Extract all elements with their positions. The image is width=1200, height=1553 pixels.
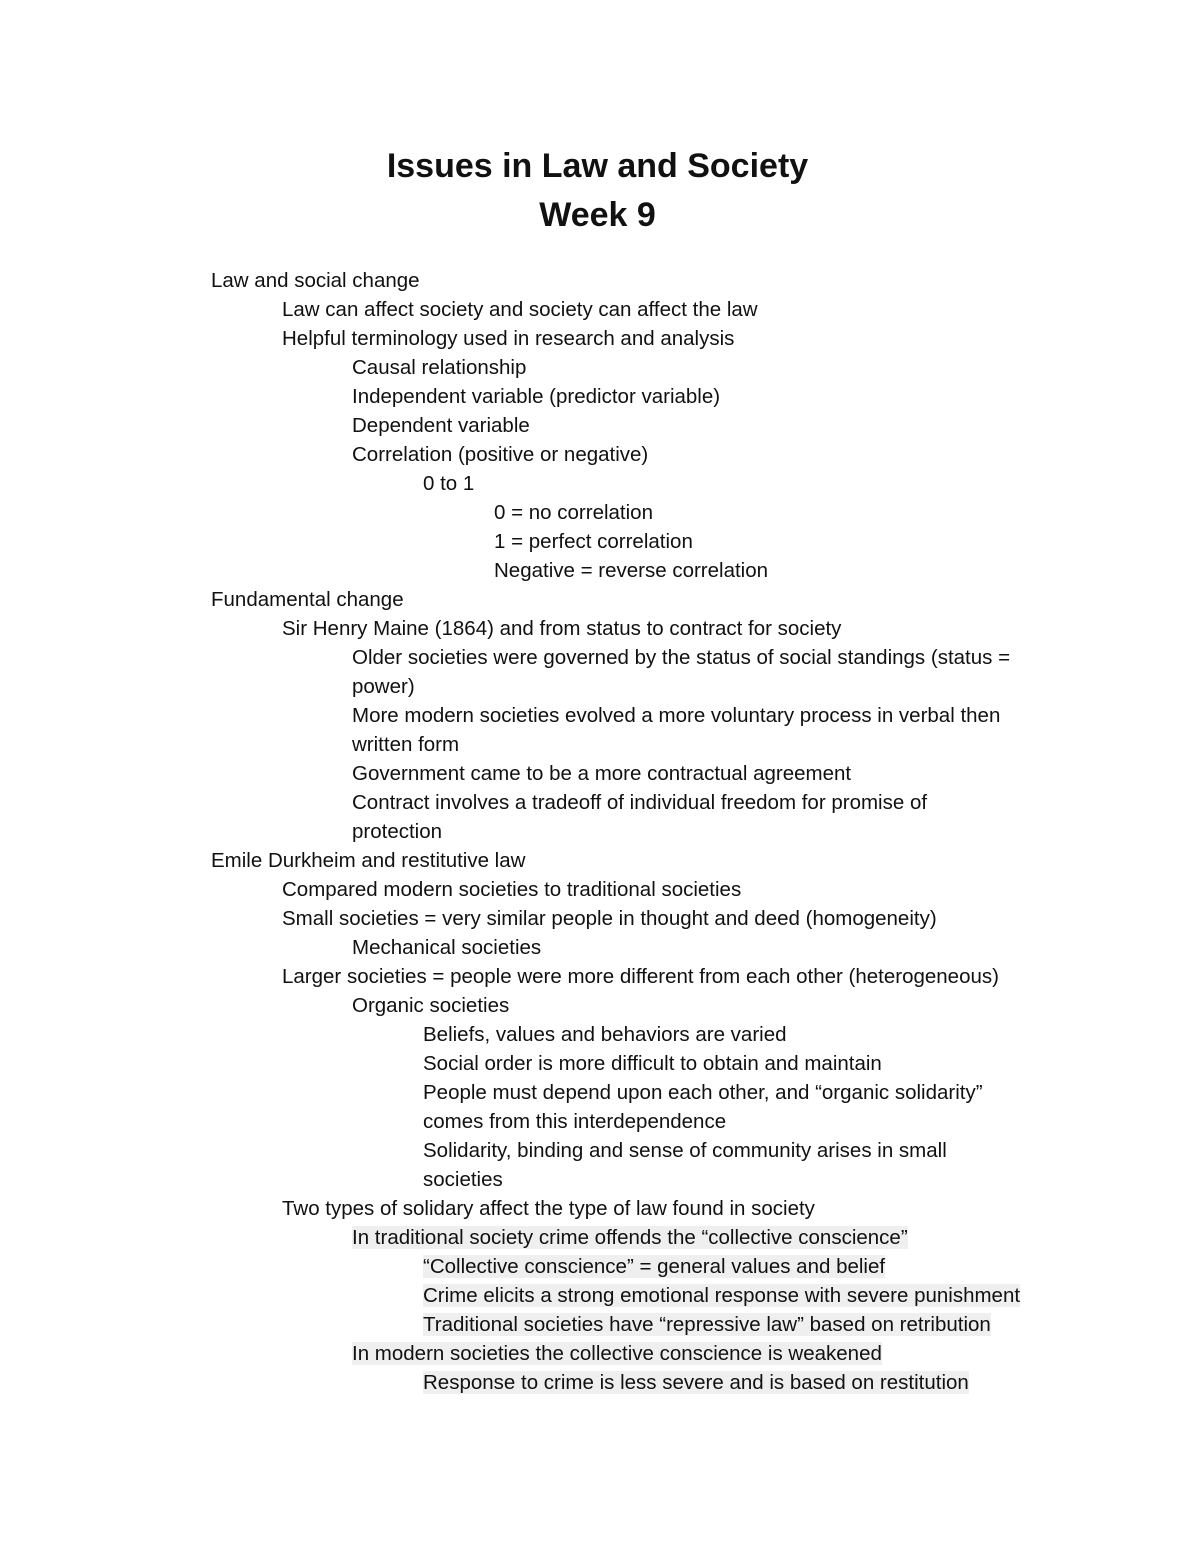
outline-item-text: “Collective conscience” = general values and belief	[423, 1255, 886, 1278]
outline-item-text: 0 to 1	[423, 472, 475, 495]
outline-item-text: Emile Durkheim and restitutive law	[211, 849, 526, 872]
outline-item-text: Negative = reverse correlation	[494, 559, 769, 582]
outline-item	[0, 1020, 1200, 1049]
outline-item-text: Larger societies = people were more different from each other (heterogeneous)	[282, 965, 999, 988]
outline-item	[0, 498, 1200, 527]
outline-item	[0, 411, 1200, 440]
outline-item-text: Causal relationship	[352, 356, 527, 379]
outline-item	[0, 1252, 1200, 1281]
outline-item-text: Law and social change	[211, 269, 420, 292]
outline-item-text: Two types of solidary affect the type of law found in society	[282, 1197, 815, 1220]
outline-item-text: Traditional societies have “repressive law” based on retribution	[423, 1313, 991, 1336]
outline-item-text: Government came to be a more contractual agreement	[352, 762, 852, 785]
outline-item	[0, 759, 1200, 788]
outline-item-text: Solidarity, binding and sense of community arises in small societies	[423, 1139, 947, 1191]
outline-item	[0, 1078, 1200, 1136]
outline-item	[0, 382, 1200, 411]
outline-item	[0, 875, 1200, 904]
outline-item-text: Small societies = very similar people in thought and deed (homogeneity)	[282, 907, 937, 930]
outline-item-text: In modern societies the collective conscience is weakened	[352, 1342, 882, 1365]
outline-item	[0, 1136, 1200, 1194]
outline-item-text: Contract involves a tradeoff of individual freedom for promise of protection	[352, 791, 928, 843]
outline-item	[0, 1223, 1200, 1252]
outline-item-text: Response to crime is less severe and is based on restitution	[423, 1371, 969, 1394]
outline-item-text: Beliefs, values and behaviors are varied	[423, 1023, 787, 1046]
outline-item	[0, 701, 1200, 759]
outline-item	[0, 1310, 1200, 1339]
outline-item-text: Fundamental change	[211, 588, 404, 611]
outline-item-text: Social order is more difficult to obtain and maintain	[423, 1052, 882, 1075]
outline-item	[0, 1281, 1200, 1310]
outline-item	[0, 962, 1200, 991]
outline-item-text: More modern societies evolved a more voluntary process in verbal then written form	[352, 704, 1001, 756]
outline-item-text: Organic societies	[352, 994, 510, 1017]
outline-item-text: 1 = perfect correlation	[494, 530, 693, 553]
outline-item-text: Helpful terminology used in research and analysis	[282, 327, 735, 350]
outline-item	[0, 788, 1200, 846]
outline-item-text: Correlation (positive or negative)	[352, 443, 649, 466]
outline-item	[0, 556, 1200, 585]
outline-item	[0, 933, 1200, 962]
outline-item-text: In traditional society crime offends the “collective conscience”	[352, 1226, 908, 1249]
outline-item-text: Crime elicits a strong emotional response with severe punishment	[423, 1284, 1021, 1307]
outline-item	[0, 527, 1200, 556]
outline-item	[0, 904, 1200, 933]
notes-outline	[0, 266, 1200, 1397]
outline-item	[0, 1368, 1200, 1397]
document-subtitle: Week 9	[539, 196, 656, 234]
outline-item	[0, 324, 1200, 353]
outline-item-text: Sir Henry Maine (1864) and from status to contract for society	[282, 617, 842, 640]
outline-item-text: 0 = no correlation	[494, 501, 653, 524]
outline-item	[0, 266, 1200, 295]
outline-item-text: Mechanical societies	[352, 936, 542, 959]
outline-item	[0, 846, 1200, 875]
outline-item-text: Compared modern societies to traditional societies	[282, 878, 742, 901]
outline-item-text: Independent variable (predictor variable)	[352, 385, 721, 408]
outline-item	[0, 614, 1200, 643]
document-title: Issues in Law and Society	[386, 147, 809, 185]
outline-item-text: People must depend upon each other, and “organic solidarity” comes from this interdependence	[423, 1081, 983, 1133]
outline-item	[0, 469, 1200, 498]
outline-item	[0, 295, 1200, 324]
outline-item	[0, 1339, 1200, 1368]
outline-item-text: Law can affect society and society can affect the law	[282, 298, 758, 321]
outline-item	[0, 991, 1200, 1020]
outline-item	[0, 440, 1200, 469]
outline-item-text: Dependent variable	[352, 414, 530, 437]
outline-item	[0, 1194, 1200, 1223]
outline-item-text: Older societies were governed by the status of social standings (status = power)	[352, 646, 1011, 698]
outline-item	[0, 353, 1200, 382]
outline-item	[0, 643, 1200, 701]
outline-item	[0, 1049, 1200, 1078]
outline-item	[0, 585, 1200, 614]
